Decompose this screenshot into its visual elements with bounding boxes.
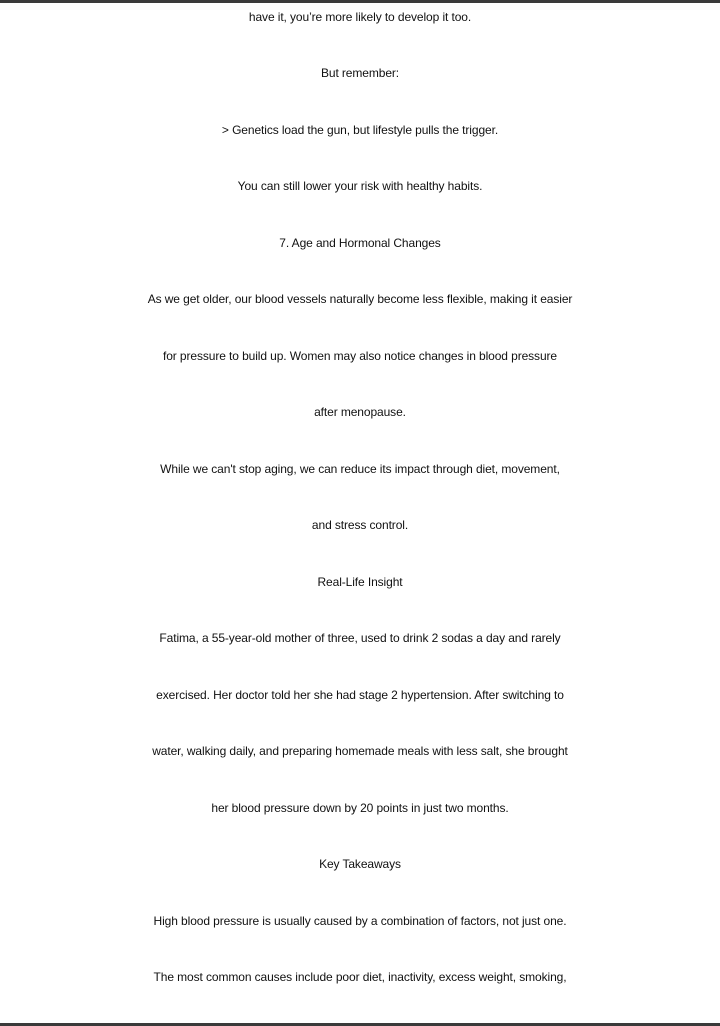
text-line: and stress control.: [311, 518, 409, 532]
text-line: have it, you’re more likely to develop it too.: [248, 10, 472, 24]
text-line: water, walking daily, and preparing homemade meals with less salt, she brought: [152, 744, 568, 758]
text-line: exercised. Her doctor told her she had stage 2 hypertension. After switching to: [156, 688, 564, 702]
quote-line: > Genetics load the gun, but lifestyle pulls the trigger.: [221, 123, 499, 137]
text-line: for pressure to build up. Women may also notice changes in blood pressure: [162, 349, 558, 363]
text-line: her blood pressure down by 20 points in just two months.: [211, 801, 509, 815]
section-heading-real-life-insight: Real-Life Insight: [317, 575, 403, 589]
text-line: While we can't stop aging, we can reduce its impact through diet, movement,: [160, 462, 560, 476]
text-line: Fatima, a 55-year-old mother of three, used to drink 2 sodas a day and rarely: [159, 631, 561, 645]
section-heading-key-takeaways: Key Takeaways: [319, 857, 401, 871]
section-heading-age-hormonal: 7. Age and Hormonal Changes: [279, 236, 441, 250]
text-line: But remember:: [320, 66, 400, 80]
top-divider: [0, 0, 720, 3]
text-line: As we get older, our blood vessels naturally become less flexible, making it easier: [147, 292, 573, 306]
text-line: The most common causes include poor diet, inactivity, excess weight, smoking,: [153, 970, 567, 984]
text-line: after menopause.: [314, 405, 406, 419]
text-line: You can still lower your risk with healthy habits.: [237, 179, 483, 193]
text-line: High blood pressure is usually caused by a combination of factors, not just one.: [153, 914, 567, 928]
